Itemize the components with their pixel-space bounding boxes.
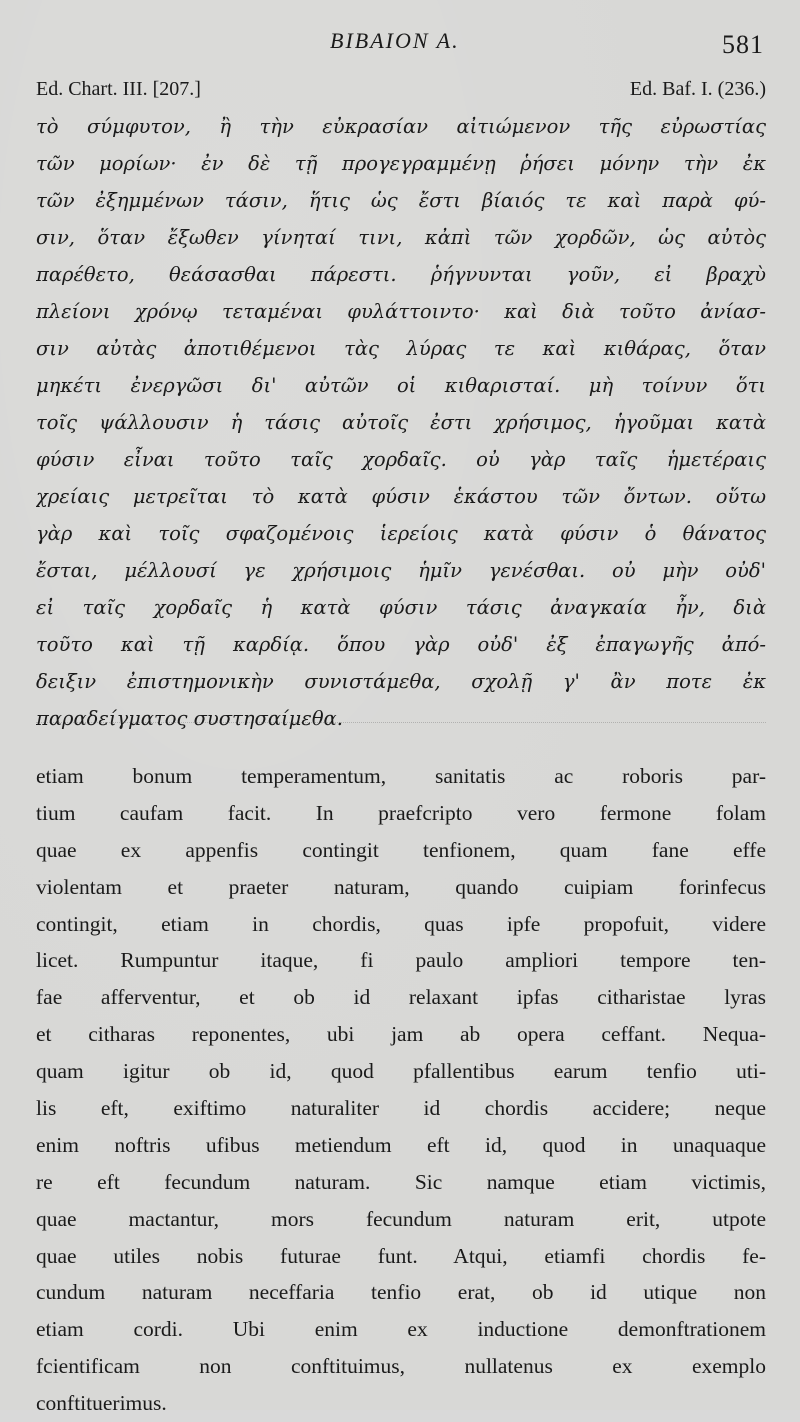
latin-line: violentam et praeter naturam, quando cuipiam forinfecus <box>36 874 766 899</box>
latin-text-block <box>36 758 766 1422</box>
greek-line: γὰρ καὶ τοῖς σφαζομένοις ἱερείοις κατὰ φύσιν ὁ θάνατος <box>36 522 766 545</box>
latin-line: tium caufam facit. In praefcripto vero fermone folam <box>36 800 766 825</box>
section-divider <box>36 722 766 723</box>
greek-line: ἔσται, μέλλουσί γε χρήσιμοις ἡμῖν γενέσθαι. οὐ μὴν οὐδ' <box>36 559 766 582</box>
greek-line: χρείαις μετρεῖται τὸ κατὰ φύσιν ἑκάστου τῶν ὄντων. οὕτω <box>36 485 766 508</box>
greek-line: φύσιν εἶναι τοῦτο ταῖς χορδαῖς. οὐ γὰρ ταῖς ἡμετέραις <box>36 448 766 471</box>
greek-line: πλείονι χρόνῳ τεταμέναι φυλάττοιντο· καὶ διὰ τοῦτο ἀνίασ- <box>36 300 766 323</box>
latin-line: quae utiles nobis futurae funt. Atqui, etiamfi chordis fe- <box>36 1243 766 1268</box>
latin-line: conftituerimus. <box>36 1391 167 1416</box>
latin-line: etiam cordi. Ubi enim ex inductione demonftrationem <box>36 1317 766 1342</box>
greek-line: σιν αὐτὰς ἀποτιθέμενοι τὰς λύρας τε καὶ κιθάρας, ὅταν <box>36 337 766 360</box>
greek-line: παραδείγματος συστησαίμεθα. <box>36 707 343 730</box>
latin-line: enim noftris ufibus metiendum eft id, quod in unaquaque <box>36 1132 766 1157</box>
latin-line: quae mactantur, mors fecundum naturam erit, utpote <box>36 1206 766 1231</box>
latin-line: etiam bonum temperamentum, sanitatis ac roboris par- <box>36 764 766 788</box>
greek-line: τὸ σύμφυτον, ἢ τὴν εὐκρασίαν αἰτιώμενον τῆς εὐρωστίας <box>36 115 766 138</box>
greek-line: τοῖς ψάλλουσιν ἡ τάσις αὐτοῖς ἐστι χρήσιμος, ἡγοῦμαι κατὰ <box>36 411 766 434</box>
latin-line: re eft fecundum naturam. Sic namque etiam victimis, <box>36 1169 766 1194</box>
latin-line: lis eft, exiftimo naturaliter id chordis accidere; neque <box>36 1096 766 1121</box>
latin-line: quam igitur ob id, quod pfallentibus earum tenfio uti- <box>36 1059 766 1084</box>
greek-line: τῶν ἐξημμένων τάσιν, ἥτις ὡς ἔστι βίαιός τε καὶ παρὰ φύ- <box>36 189 766 212</box>
greek-line: εἰ ταῖς χορδαῖς ἡ κατὰ φύσιν τάσις ἀναγκαία ἦν, διὰ <box>36 596 766 619</box>
running-title: BIBAION A. <box>330 28 460 53</box>
greek-line: παρέθετο, θεάσασθαι πάρεστι. ῥήγνυνται γοῦν, εἰ βραχὺ <box>36 263 766 286</box>
greek-line: δειξιν ἐπιστημονικὴν συνιστάμεθα, σχολῇ γ' ἂν ποτε ἐκ <box>36 670 766 693</box>
latin-line: contingit, etiam in chordis, quas ipfe propofuit, videre <box>36 911 766 936</box>
edition-references <box>36 78 766 108</box>
edition-ref-chartier: Ed. Chart. III. [207.] <box>36 78 201 100</box>
edition-ref-basel: Ed. Baf. I. (236.) <box>629 78 766 100</box>
page-number: 581 <box>722 30 764 59</box>
latin-line: cundum naturam neceffaria tenfio erat, ob id utique non <box>36 1280 766 1305</box>
latin-line: et citharas reponentes, ubi jam ab opera ceffant. Nequa- <box>36 1022 766 1047</box>
greek-line: σιν, ὅταν ἔξωθεν γίνηταί τινι, κἀπὶ τῶν χορδῶν, ὡς αὐτὸς <box>36 226 766 249</box>
latin-line: fae afferventur, et ob id relaxant ipfas citharistae lyras <box>36 985 766 1010</box>
latin-line: quae ex appenfis contingit tenfionem, quam fane effe <box>36 837 766 862</box>
greek-line: μηκέτι ἐνεργῶσι δι' αὐτῶν οἱ κιθαρισταί. μὴ τοίνυν ὅτι <box>36 374 766 397</box>
running-head <box>0 28 800 62</box>
greek-line: τῶν μορίων· ἐν δὲ τῇ προγεγραμμένῃ ῥήσει μόνην τὴν ἐκ <box>36 152 766 175</box>
greek-line: τοῦτο καὶ τῇ καρδίᾳ. ὅπου γὰρ οὐδ' ἐξ ἐπαγωγῆς ἀπό- <box>36 633 766 656</box>
latin-line: fcientificam non conftituimus, nullatenus ex exemplo <box>36 1354 766 1379</box>
latin-line: licet. Rumpuntur itaque, fi paulo ampliori tempore ten- <box>36 948 766 973</box>
greek-text-block <box>36 108 766 737</box>
